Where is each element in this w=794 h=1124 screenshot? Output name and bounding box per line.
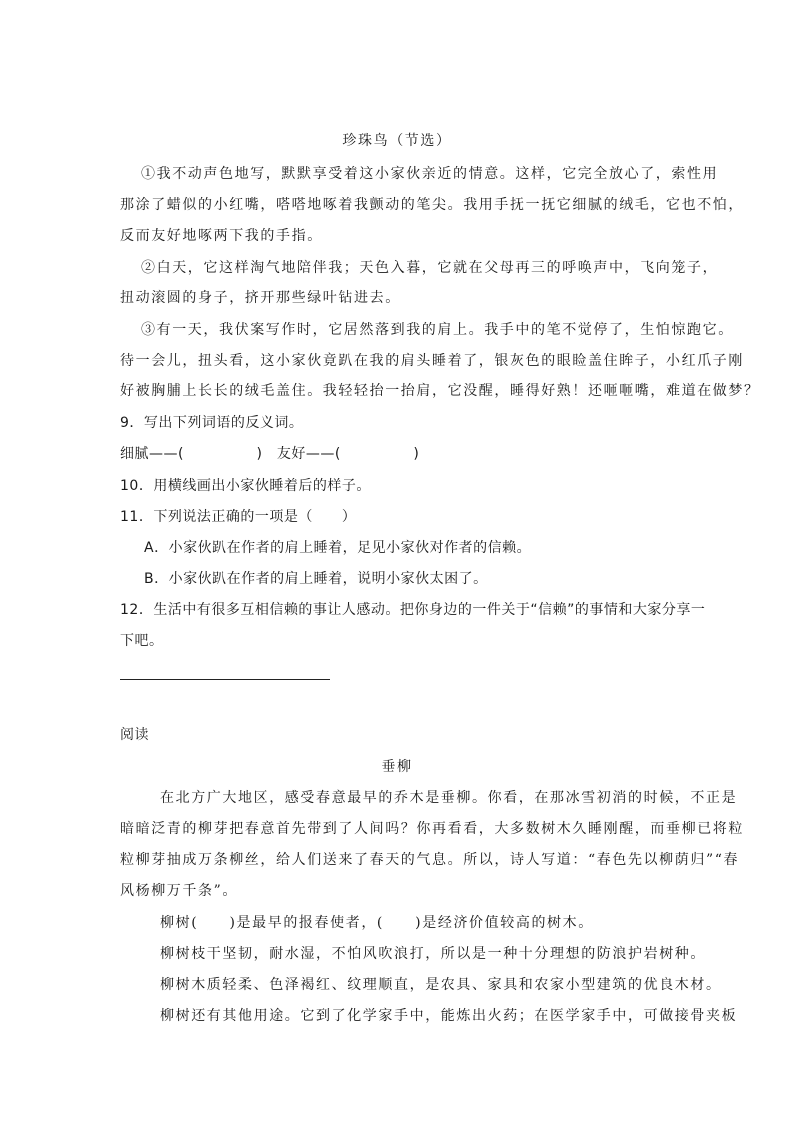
passage-2-paragraph-1-line-3: 粒柳芽抽成万条柳丝，给人们送来了春天的气息。所以，诗人写道：“春色先以柳荫归”“春: [120, 852, 740, 868]
paragraph-3-line-1: ③有一天，我伏案写作时，它居然落到我的肩上。我手中的笔不觉停了，生怕惊跑它。: [141, 322, 734, 338]
question-10: 10．用横线画出小家伙睡着后的样子。: [120, 478, 371, 494]
paragraph-1-line-1: ①我不动声色地写，默默享受着这小家伙亲近的情意。这样，它完全放心了，索性用: [141, 166, 719, 182]
paragraph-2-line-2: 扭动滚圆的身子，挤开那些绿叶钻进去。: [120, 290, 401, 306]
question-9: 9．写出下列词语的反义词。: [120, 415, 304, 431]
question-11: 11．下列说法正确的一项是（ ）: [120, 509, 357, 525]
paragraph-3-line-3: 好被胸脯上长长的绒毛盖住。我轻轻抬一抬肩，它没醒，睡得好熟！还咂咂嘴，难道在做梦？: [120, 383, 760, 399]
passage-2-paragraph-2: 柳树( )是最早的报春使者，( )是经济价值较高的树木。: [160, 915, 594, 931]
passage-2-paragraph-4: 柳树木质轻柔、色泽褐红、纹理顺直，是农具、家具和农家小型建筑的优良木材。: [160, 977, 722, 993]
passage-2-paragraph-3: 柳树枝干坚韧，耐水湿，不怕风吹浪打，所以是一种十分理想的防浪护岩树种。: [160, 946, 706, 962]
passage-2-paragraph-1-line-1: 在北方广大地区，感受春意最早的乔木是垂柳。你看，在那冰雪初消的时候，不正是: [160, 790, 738, 806]
paragraph-1-line-2: 那涂了蜡似的小红嘴，嗒嗒地啄着我颤动的笔尖。我用手抚一抚它细腻的绒毛，它也不怕，: [120, 197, 744, 213]
question-11-option-b: B．小家伙趴在作者的肩上睡着，说明小家伙太困了。: [144, 571, 488, 587]
passage-2-title: 垂柳: [381, 759, 413, 775]
question-12-line-1: 12．生活中有很多互相信赖的事让人感动。把你身边的一件关于“信赖”的事情和大家分享一: [120, 602, 706, 618]
passage-2-paragraph-1-line-4: 风杨柳万千条”。: [120, 883, 238, 899]
passage-2-paragraph-1-line-2: 暗暗泛青的柳芽把春意首先带到了人间吗？你再看看，大多数树木久睡刚醒，而垂柳已将粒: [120, 821, 744, 837]
paragraph-2-line-1: ②白天，它这样淘气地陪伴我；天色入暮，它就在父母再三的呼唤声中，飞向笼子，: [141, 260, 719, 276]
question-12-line-2: 下吧。: [120, 633, 164, 649]
answer-line: [120, 679, 330, 680]
passage-title: 珍珠鸟（节选）: [342, 133, 452, 149]
question-11-option-a: A．小家伙趴在作者的肩上睡着，足见小家伙对作者的信赖。: [144, 540, 532, 556]
paragraph-3-line-2: 待一会儿，扭头看，这小家伙竟趴在我的肩头睡着了，银灰色的眼睑盖住眸子，小红爪子刚: [120, 353, 744, 369]
paragraph-1-line-3: 反而友好地啄两下我的手指。: [120, 228, 323, 244]
passage-2-paragraph-5: 柳树还有其他用途。它到了化学家手中，能炼出火药；在医学家手中，可做接骨夹板: [160, 1008, 738, 1024]
section-heading: 阅读: [120, 727, 149, 743]
question-9-blanks: 细腻——( ) 友好——( ): [120, 446, 420, 462]
